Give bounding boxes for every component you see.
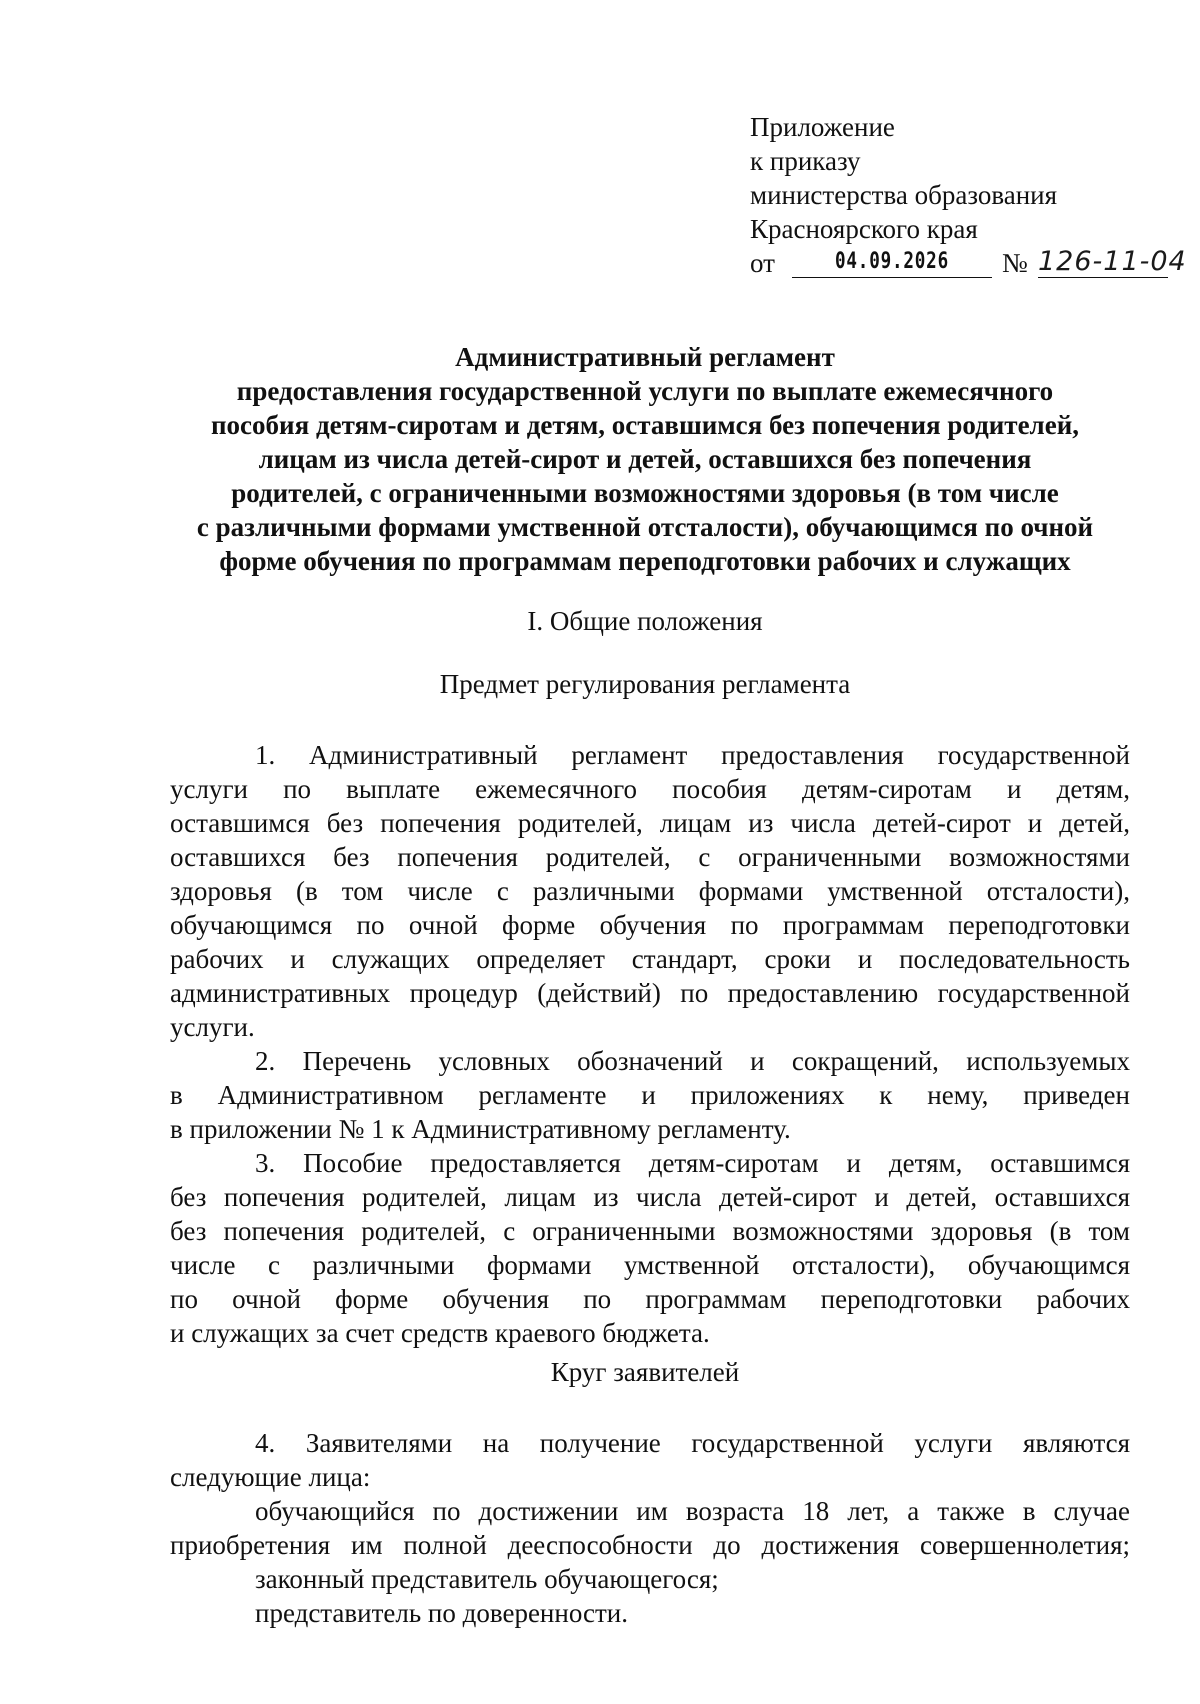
text-line: здоровья (в том числе с различными формами умственной отсталости), bbox=[170, 876, 1130, 906]
paragraph-2 bbox=[170, 1044, 1130, 1146]
text-line: 3. Пособие предоставляется детям-сиротам и детям, оставшимся bbox=[255, 1148, 1130, 1178]
text-line: представитель по доверенности. bbox=[255, 1598, 628, 1628]
order-date-stamp: 04.09.2026 bbox=[835, 249, 949, 274]
text-line: без попечения родителей, лицам из числа детей-сирот и детей, оставшихся bbox=[170, 1182, 1130, 1212]
text-line: по очной форме обучения по программам переподготовки рабочих bbox=[170, 1284, 1130, 1314]
paragraph-4b bbox=[170, 1562, 1130, 1596]
title-line: предоставления государственной услуги по выплате ежемесячного bbox=[236, 376, 1054, 406]
appendix-line: Красноярского края bbox=[750, 214, 978, 244]
section-subheading: Круг заявителей bbox=[550, 1357, 740, 1387]
order-number-label: № bbox=[1002, 248, 1028, 278]
text-line: 1. Административный регламент предоставления государственной bbox=[255, 740, 1130, 770]
text-line: административных процедур (действий) по предоставлению государственной bbox=[170, 978, 1130, 1008]
text-line: 2. Перечень условных обозначений и сокращений, используемых bbox=[255, 1046, 1130, 1076]
text-line: услуги. bbox=[170, 1012, 255, 1042]
paragraph-1 bbox=[170, 738, 1130, 1350]
text-line: числе с различными формами умственной отсталости), обучающимся bbox=[170, 1250, 1130, 1280]
text-line: обучающийся по достижении им возраста 18 лет, а также в случае bbox=[255, 1496, 1130, 1526]
document-title bbox=[150, 340, 1140, 578]
text-line: и служащих за счет средств краевого бюджета. bbox=[170, 1318, 710, 1348]
text-line: без попечения родителей, с ограниченными возможностями здоровья (в том bbox=[170, 1216, 1130, 1246]
text-line: приобретения им полной дееспособности до достижения совершеннолетия; bbox=[170, 1530, 1130, 1560]
title-line: лицам из числа детей-сирот и детей, оставшихся без попечения bbox=[258, 444, 1032, 474]
text-line: услуги по выплате ежемесячного пособия детям-сиротам и детям, bbox=[170, 774, 1130, 804]
text-line: в приложении № 1 к Административному регламенту. bbox=[170, 1114, 791, 1144]
title-line: пособия детям-сиротам и детям, оставшимся без попечения родителей, bbox=[211, 410, 1079, 440]
appendix-line: министерства образования bbox=[750, 180, 1058, 210]
text-line: законный представитель обучающегося; bbox=[255, 1564, 719, 1594]
order-date-field bbox=[792, 246, 992, 278]
appendix-header bbox=[750, 110, 1187, 280]
appendix-line: Приложение bbox=[750, 112, 895, 142]
text-line: следующие лица: bbox=[170, 1462, 371, 1492]
text-line: оставшимся без попечения родителей, лицам из числа детей-сирот и детей, bbox=[170, 808, 1130, 838]
text-line: оставшихся без попечения родителей, с ограниченными возможностями bbox=[170, 842, 1130, 872]
order-number-handwritten: 126-11-04 bbox=[1038, 246, 1187, 277]
text-line: обучающимся по очной форме обучения по программам переподготовки bbox=[170, 910, 1130, 940]
section-subheading: Предмет регулирования регламента bbox=[439, 669, 851, 699]
text-line: 4. Заявителями на получение государственной услуги являются bbox=[255, 1428, 1130, 1458]
text-line: рабочих и служащих определяет стандарт, сроки и последовательность bbox=[170, 944, 1130, 974]
title-line: форме обучения по программам переподготовки рабочих и служащих bbox=[219, 546, 1071, 576]
paragraph-3 bbox=[170, 1146, 1130, 1350]
paragraph-4 bbox=[170, 1426, 1130, 1630]
appendix-line: к приказу bbox=[750, 146, 861, 176]
order-from-label: от bbox=[750, 248, 775, 278]
title-line: родителей, с ограниченными возможностями здоровья (в том числе bbox=[231, 478, 1059, 508]
text-line: в Административном регламенте и приложениях к нему, приведен bbox=[170, 1080, 1130, 1110]
title-line: Административный регламент bbox=[455, 342, 835, 372]
section-heading: I. Общие положения bbox=[527, 606, 763, 636]
order-number-field bbox=[1038, 246, 1187, 278]
title-line: с различными формами умственной отсталости), обучающимся по очной bbox=[196, 512, 1094, 542]
paragraph-4a bbox=[170, 1494, 1130, 1562]
order-reference bbox=[750, 246, 1187, 280]
paragraph-4c bbox=[170, 1596, 1130, 1630]
